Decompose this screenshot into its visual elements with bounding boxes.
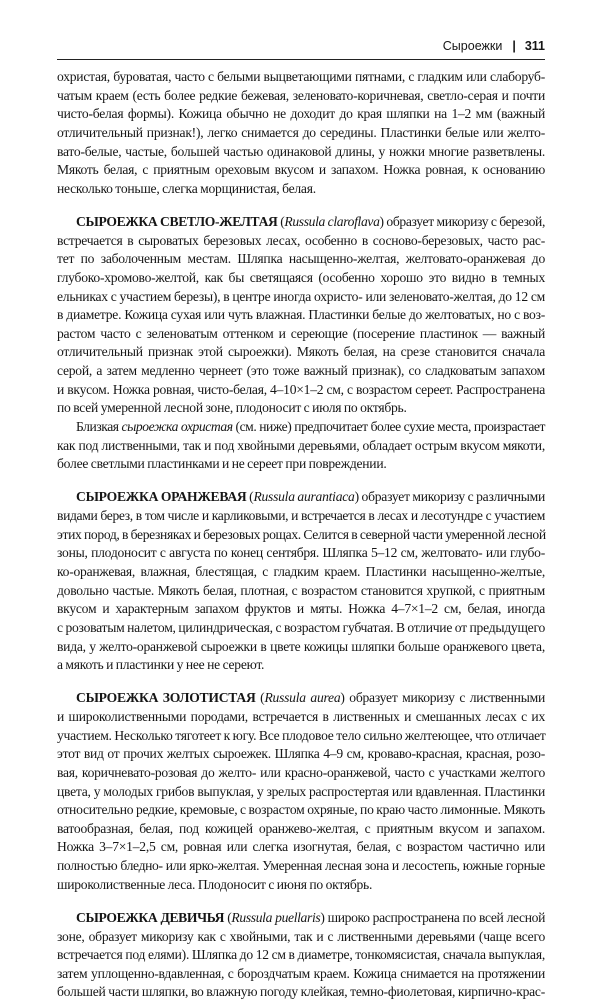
- latin-name: сыроежка охристая: [121, 419, 233, 435]
- text-line: [57, 213, 545, 232]
- text-line: [57, 180, 545, 199]
- species-name: СЫРОЕЖКА ОРАНЖЕВАЯ: [76, 489, 247, 505]
- text-line: [57, 288, 545, 307]
- running-header: [57, 34, 545, 58]
- text-segment: ) образует микоризу с березой,: [379, 213, 545, 229]
- paragraph: [57, 418, 545, 474]
- latin-name: Russula claroflava: [284, 213, 380, 229]
- text-line: [57, 820, 545, 839]
- text-line: [57, 745, 545, 764]
- text-line: [57, 638, 545, 657]
- text-segment: довольно частые. Мякоть белая, плотная, с возрастом становится хрупкой, с приятным: [57, 582, 545, 598]
- text-segment: по всей умеренной лесной зоне, плодоносит с июля по октябрь.: [57, 400, 407, 416]
- text-line: [57, 965, 545, 984]
- text-line: [57, 783, 545, 802]
- text-segment: ельниках с участием березы), в центре иногда охристо- или зеленовато-желтая, до 12 см: [57, 288, 545, 304]
- text-line: [57, 250, 545, 269]
- text-segment: затем уплощенно-вдавленная, с бороздчатым краем. Кожица снимается на протяжении: [57, 965, 545, 981]
- text-segment: и вкусом. Ножка ровная, чисто-белая, 4–10×1–2 см, с возрастом сереет. Распространена: [57, 381, 545, 397]
- text-line: [57, 507, 545, 526]
- species-entry: [57, 909, 545, 1002]
- text-line: [57, 399, 545, 418]
- text-segment: этих пород, в березняках и березовых рощах. Селится в северной части умеренной лесной: [57, 526, 546, 542]
- text-segment: (: [224, 909, 232, 925]
- text-line: [57, 362, 545, 381]
- text-segment: ) образует микоризу с лиственными: [340, 690, 545, 706]
- text-segment: тет по заболоченным местам. Шляпка насыщенно-желтая, желтовато-оранжевая до: [57, 251, 545, 267]
- text-segment: вато-белые, частые, большей частью одинаковой длины, у ножки многие разветвлены.: [57, 143, 545, 159]
- text-segment: как под лиственными, так и под хвойными деревьями, обладает острым вкусом мякоти,: [57, 437, 545, 453]
- text-line: [57, 544, 545, 563]
- text-segment: чатым краем (есть более редкие бежевая, зеленовато-коричневая, светло-серая и почти: [57, 87, 545, 103]
- header-rule: [57, 59, 545, 60]
- text-segment: глубоко-хромово-желтой, как бы светящаяся (особенно хорошо это видно в темных: [57, 269, 545, 285]
- text-line: [57, 857, 545, 876]
- text-segment: охристая, буроватая, часто с белыми выцветающими пятнами, с гладким или слаборуб-: [57, 69, 545, 84]
- latin-name: Russula aurantiaca: [253, 489, 355, 505]
- text-segment: ) образует микоризу с различными: [354, 489, 545, 505]
- text-line: [57, 455, 545, 474]
- text-segment: относительно редкие, кремовые, с возрастом охряные, по краю часто лимонные. Мякоть: [57, 802, 545, 818]
- text-line: [57, 343, 545, 362]
- text-line: [57, 161, 545, 180]
- text-segment: зоны, плодоносит с августа по конец сентября. Шляпка 5–12 см, желтовато- или глубо-: [57, 545, 545, 561]
- text-line: [57, 801, 545, 820]
- text-segment: вида, у желто-оранжевой сыроежки в цвете кожицы шляпки больше оранжевого цвета,: [57, 638, 545, 654]
- text-line: [57, 876, 545, 895]
- text-segment: Мякоть белая, с приятным ореховым вкусом и запахом. Ножка ровная, к основанию: [57, 162, 545, 178]
- text-line: [57, 526, 545, 545]
- text-line: [57, 87, 545, 106]
- text-segment: участием. Несколько тяготеет к югу. Все плодовое тело сильно желтеющее, что отличает: [57, 727, 546, 743]
- text-line: [57, 105, 545, 124]
- text-segment: широколиственные леса. Плодоносит с июня по октябрь.: [57, 876, 373, 892]
- text-line: [57, 488, 545, 507]
- text-line: [57, 232, 545, 251]
- species-entry: [57, 689, 545, 894]
- text-segment: встречается в сыроватых березовых лесах, особенно в сосново-березовых, часто рас-: [57, 232, 545, 248]
- text-segment: а мякоть и пластинки у нее не сереют.: [57, 657, 265, 673]
- text-segment: цвета, у молодых грибов выпуклая, у зрелых распростертая или вдавленная. Пластинки: [57, 783, 545, 799]
- text-line: [57, 656, 545, 675]
- text-segment: растом часто с зеленоватым оттенком и сереющие (посерение пластинок — важный: [57, 325, 545, 341]
- text-segment: чисто-белая формы). Кожица обычно не доходит до края шляпки на 1–2 мм (важный: [57, 106, 545, 122]
- text-segment: ) широко распространена по всей лесной: [320, 909, 545, 925]
- paragraph: [57, 68, 545, 198]
- text-segment: несколько тоньше, слегка морщинистая, белая.: [57, 180, 316, 196]
- text-segment: (: [255, 690, 265, 706]
- section-title: Сыроежки: [442, 39, 503, 53]
- text-segment: этот вид от прочих желтых сыроежек. Шляпка 4–9 см, кроваво-красная, красная, розо-: [57, 746, 545, 762]
- text-segment: в диаметре. Кожица сухая или чуть влажная. Пластинки белые до желтоватых, но с воз-: [57, 307, 545, 323]
- text-segment: (: [277, 213, 285, 229]
- text-segment: более светлыми пластинками и не сереет при повреждении.: [57, 456, 387, 472]
- text-line: [57, 983, 545, 1002]
- text-line: [57, 838, 545, 857]
- text-line: [57, 764, 545, 783]
- text-line: [57, 582, 545, 601]
- text-segment: полностью бледно- или ярко-желтая. Умеренная лесная зона и лесостепь, южные горные: [57, 858, 545, 874]
- text-line: [57, 437, 545, 456]
- latin-name: Russula puellaris: [231, 909, 321, 925]
- text-line: [57, 418, 545, 437]
- text-segment: зоне, образует микоризу как с хвойными, так и с лиственными деревьями (чаще всего: [57, 928, 545, 944]
- text-line: [57, 306, 545, 325]
- species-name: СЫРОЕЖКА СВЕТЛО-ЖЕЛТАЯ: [76, 213, 278, 229]
- text-line: [57, 143, 545, 162]
- text-line: [57, 124, 545, 143]
- text-line: [57, 600, 545, 619]
- latin-name: Russula aurea: [264, 690, 341, 706]
- text-segment: серой, а затем медленно чернеет (это тоже важный признак), со сладковатым запахом: [57, 363, 545, 379]
- text-segment: вкусом и характерным запахом фруктов и мяты. Ножка 4–7×1–2 см, белая, иногда: [57, 601, 545, 617]
- text-segment: вая, коричневато-розовая до желто- или красно-оранжевой, часто с участками желтого: [57, 764, 545, 780]
- species-name: СЫРОЕЖКА ЗОЛОТИСТАЯ: [76, 690, 256, 706]
- text-line: [57, 708, 545, 727]
- text-line: [57, 689, 545, 708]
- text-line: [57, 928, 545, 947]
- species-entry: [57, 213, 545, 418]
- text-segment: с розоватым налетом, цилиндрическая, с возрастом губчатая. В отличие от предыдущего: [57, 619, 545, 635]
- text-line: [57, 909, 545, 928]
- text-segment: отличительный признак!), легко снимается до середины. Пластинки белые или желто-: [57, 124, 545, 140]
- text-segment: ко-оранжевая, влажная, блестящая, с гладким краем. Пластинки насыщенно-желтые,: [57, 564, 545, 580]
- text-line: [57, 381, 545, 400]
- page-number: 311: [524, 39, 545, 53]
- text-line: [57, 269, 545, 288]
- text-line: [57, 619, 545, 638]
- text-segment: видами берез, в том числе и карликовыми, и встречается в лесах и лесотундре с участием: [57, 508, 545, 524]
- text-segment: ватообразная, белая, под кожицей оранжево-желтая, с приятным вкусом и запахом.: [57, 820, 545, 836]
- species-entry: [57, 488, 545, 674]
- text-line: [57, 325, 545, 344]
- text-segment: (: [246, 489, 254, 505]
- text-segment: отличительный признак этой сыроежки). Мякоть белая, на срезе становится сначала: [57, 344, 545, 360]
- text-segment: (см. ниже) предпочитает более сухие места, произрастает: [232, 419, 545, 435]
- text-segment: большей части шляпки, во влажную погоду клейкая, темно-фиолетовая, кирпично-крас-: [57, 984, 545, 1000]
- text-line: [57, 727, 545, 746]
- header-separator: |: [512, 39, 516, 53]
- text-line: [57, 68, 545, 87]
- page-body: [57, 68, 545, 1002]
- text-segment: встречается под елями). Шляпка до 12 см в диаметре, тонкомясистая, сначала выпуклая,: [57, 947, 545, 963]
- text-line: [57, 563, 545, 582]
- text-segment: Близкая: [76, 419, 122, 435]
- text-segment: и широколиственными породами, встречается в лиственных и смешанных лесах с их: [57, 709, 545, 724]
- text-segment: Ножка 3–7×1–2,5 см, ровная или слегка изогнутая, белая, с возрастом частично или: [57, 839, 545, 855]
- species-name: СЫРОЕЖКА ДЕВИЧЬЯ: [76, 909, 225, 925]
- text-line: [57, 946, 545, 965]
